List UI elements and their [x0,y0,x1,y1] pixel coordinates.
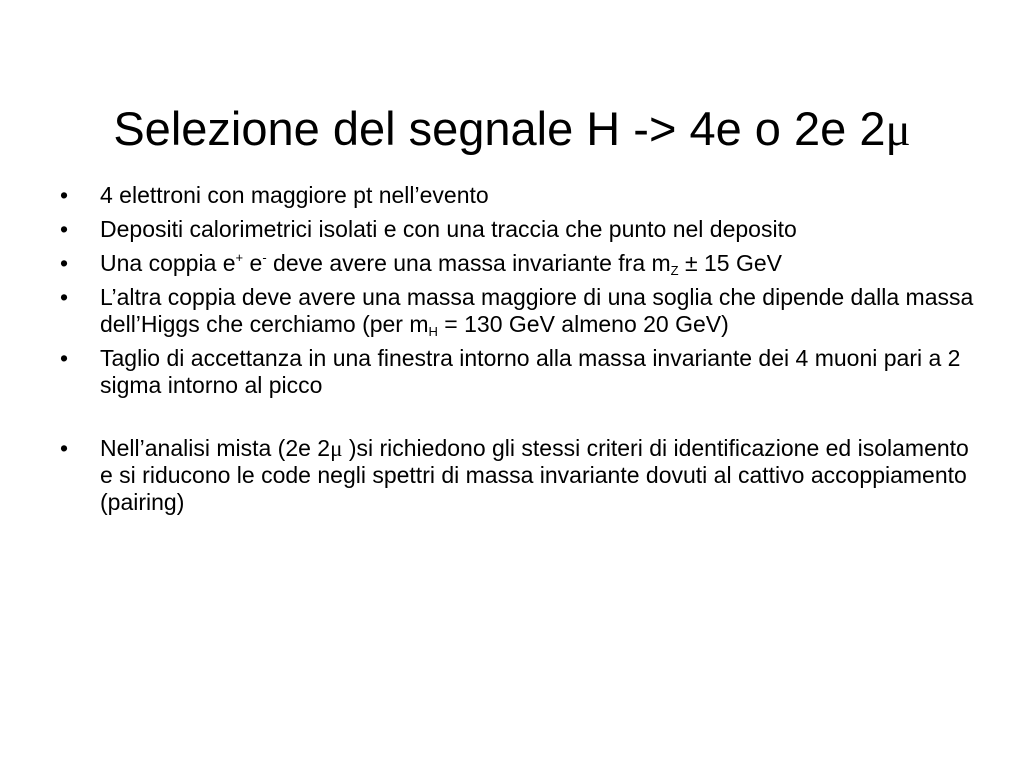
bullet-list [60,182,980,523]
bullet-text-electrons: 4 elettroni con maggiore pt nell’evento [100,182,489,208]
bullet-dot: • [60,284,69,310]
bullet-text-mixed-mu: μ [330,436,343,461]
bullet-text-pair-part2: e [243,250,263,276]
subscript-z: Z [670,263,679,278]
superscript-plus: + [235,250,244,265]
bullet-dot: • [60,250,69,276]
bullet-text-pair-part1: Una coppia e [100,250,236,276]
bullet-text-deposits: Depositi calorimetrici isolati e con una traccia che punto nel deposito [100,216,797,242]
bullet-dot: • [60,182,69,208]
bullet-text-mixed-part2: )si richiedono gli stessi criteri di identificazione ed isolamento e si riducono le code negli spettri di massa invariante dovuti al cattivo accoppiamento (pairing) [100,435,969,515]
bullet-item [60,435,980,516]
bullet-text-acceptance-cut: Taglio di accettanza in una finestra intorno alla massa invariante dei 4 muoni pari a 2 sigma intorno al picco [100,345,961,398]
bullet-item [60,216,980,243]
subscript-h: H [428,324,438,339]
bullet-text-mixed-part1: Nell’analisi mista (2e 2 [100,435,331,461]
bullet-dot: • [60,216,69,242]
bullet-text-other-pair-part2: = 130 GeV almeno 20 GeV) [437,311,729,337]
slide-title-text: Selezione del segnale H -> 4e o 2e 2 [113,102,886,156]
slide-title [0,99,1024,160]
bullet-item [60,284,980,338]
superscript-minus: - [262,250,267,265]
bullet-item [60,182,980,209]
slide-title-mu: μ [885,104,911,157]
bullet-dot: • [60,345,69,371]
bullet-text-pair-part4: ± 15 GeV [678,250,783,276]
bullet-item [60,250,980,277]
bullet-text-pair-part3: deve avere una massa invariante fra m [266,250,671,276]
bullet-text-other-pair-part1: L’altra coppia deve avere una massa maggiore di una soglia che dipende dalla massa dell’Higgs che cerchiamo (per m [100,284,974,337]
bullet-dot: • [60,435,69,461]
bullet-item [60,345,980,399]
